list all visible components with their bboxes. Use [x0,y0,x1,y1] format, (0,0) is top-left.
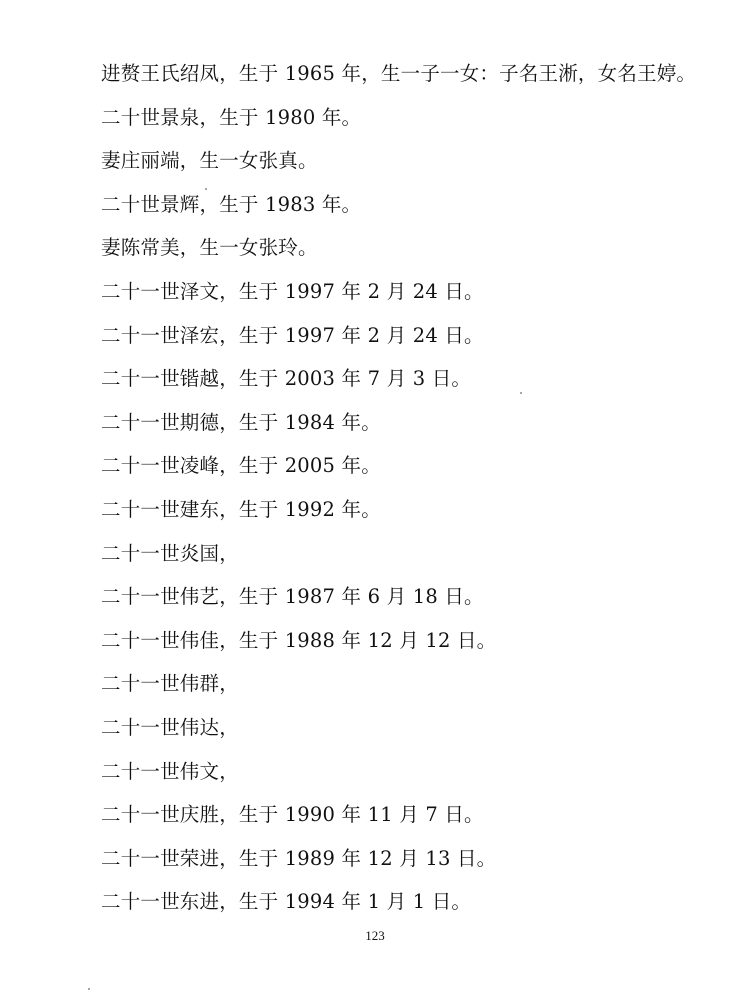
text-line: 二十一世伟群， [101,672,239,696]
text-line: 妻庄丽端，生一女张真。 [101,149,318,173]
text-line: 二十一世泽宏，生于 1997 年 2 月 24 日。 [101,323,484,347]
genealogy-text-block [101,56,711,928]
text-line: 二十一世期德，生于 1984 年。 [101,410,381,434]
text-line: 二十一世凌峰，生于 2005 年。 [101,454,381,478]
text-line: 进赘王氏绍凤，生于 1965 年，生一子一女：子名王淅，女名王婷。 [101,62,697,85]
text-line: 二十世景辉，生于 1983 年。 [101,192,362,216]
scan-speck [520,392,522,394]
scan-speck [205,188,207,190]
text-line: 妻陈常美，生一女张玲。 [101,236,318,260]
text-line: 二十一世伟达， [101,715,239,739]
text-line: 二十一世伟文， [101,759,239,783]
text-line: 二十一世东进，生于 1994 年 1 月 1 日。 [101,890,472,914]
text-line: 二十一世锴越，生于 2003 年 7 月 3 日。 [101,367,472,391]
text-line: 二十世景泉，生于 1980 年。 [101,105,362,129]
text-line: 二十一世荣进，生于 1989 年 12 月 13 日。 [101,846,497,870]
text-line: 二十一世炎国， [101,541,239,565]
text-line: 二十一世伟艺，生于 1987 年 6 月 18 日。 [101,585,484,609]
text-line: 二十一世泽文，生于 1997 年 2 月 24 日。 [101,279,484,303]
scan-speck [88,988,90,990]
text-line: 二十一世建东，生于 1992 年。 [101,497,381,521]
page-number: 123 [365,928,385,943]
text-line: 二十一世庆胜，生于 1990 年 11 月 7 日。 [101,803,484,827]
text-line: 二十一世伟佳，生于 1988 年 12 月 12 日。 [101,628,497,652]
